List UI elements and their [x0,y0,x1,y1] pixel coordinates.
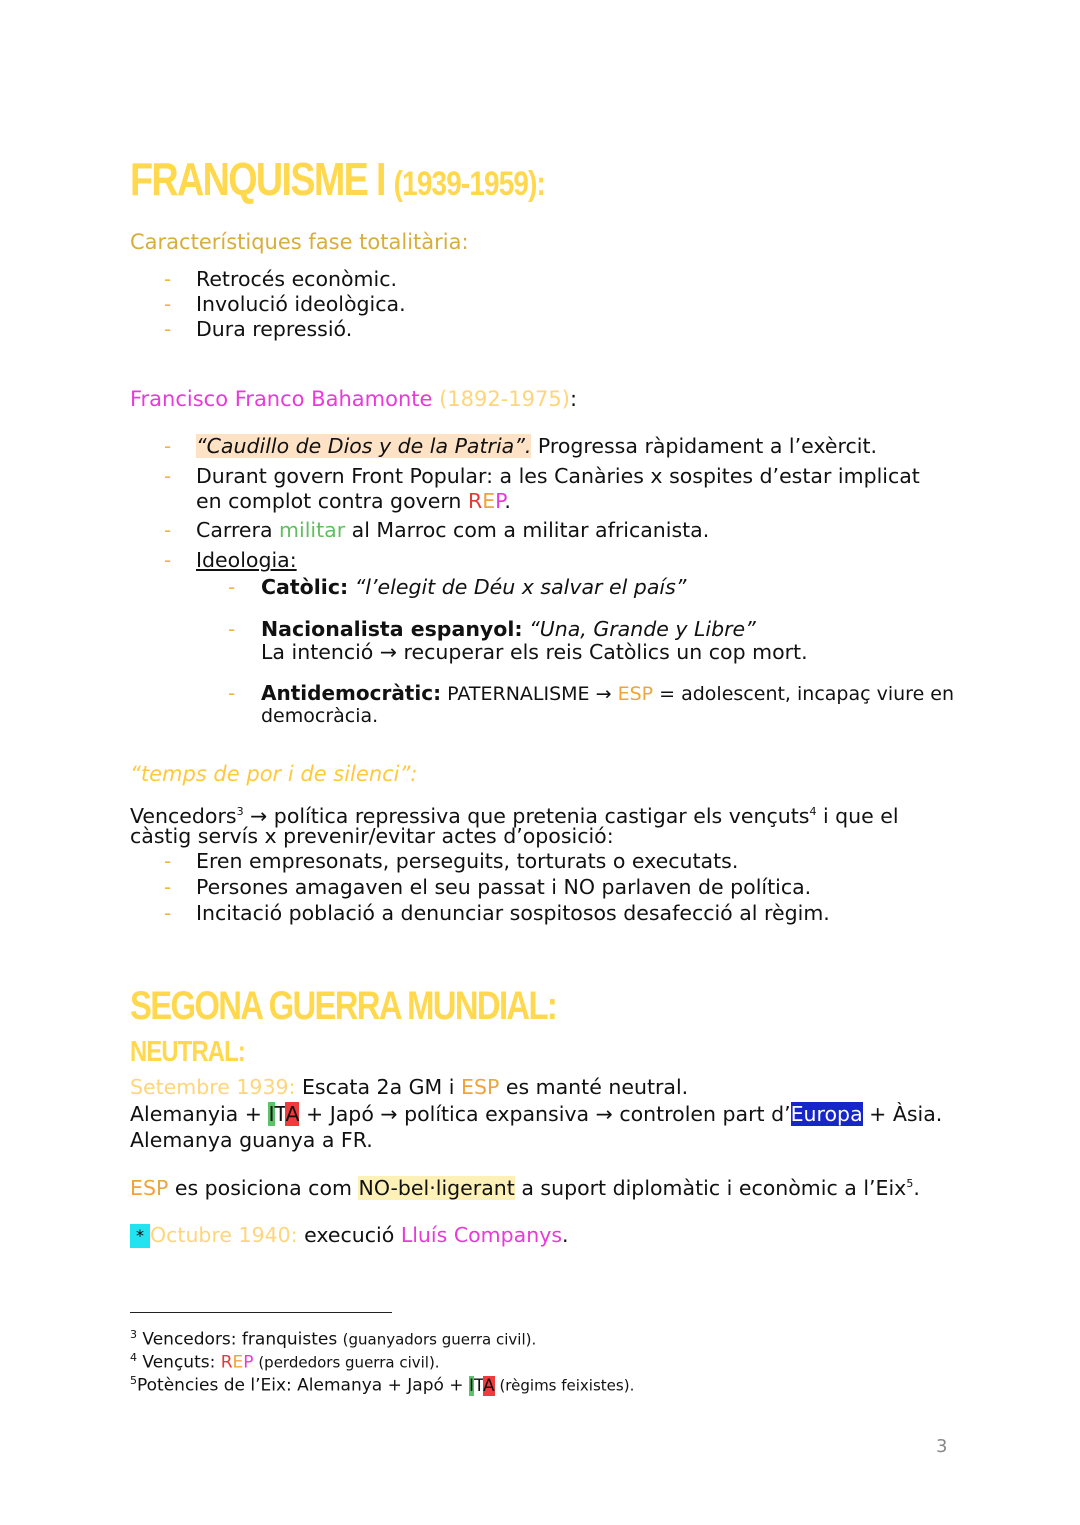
footnote-ref-4: 4 [809,805,817,818]
bullet-dash: - [164,849,172,873]
esp-s: S [142,1175,156,1200]
footnote-4-b: (perdedors guerra civil). [253,1353,440,1372]
sgm-line-3: Alemanya guanya a FR. [130,1128,373,1152]
sgm-l1-a: Escata 2a GM i [295,1075,461,1099]
setembre-date: Setembre 1939: [130,1075,296,1099]
footnote-4-a: Vençuts: [137,1352,221,1373]
footnote-ref-5: 5 [906,1177,914,1190]
franco-b2-post: . [504,489,511,513]
catolic-quote: “l’elegit de Déu x salvar el país” [348,575,687,599]
sgm-l5-a: execució [297,1223,401,1247]
esp-e: E [617,683,630,705]
footnote-ref-3: 3 [236,805,244,818]
footnote-5-b: (règims feixistes). [494,1376,635,1395]
nacionalista-label: Nacionalista espanyol: [261,617,523,641]
franco-bullet-3 [196,518,709,543]
bullet-dash: - [164,292,172,316]
antidemocratic-line [261,681,954,706]
sgm-line-5 [130,1223,569,1248]
bullet-dash: - [228,575,236,599]
footnote-3-a: Vencedors: franquistes [137,1329,343,1350]
footnote-5-a: Potències de l’Eix: Alemanya + Japó + [137,1375,469,1396]
rep-r: R [467,489,483,513]
octubre-date: Octubre 1940: [150,1223,298,1247]
title-main: FRANQUISME I [130,153,385,205]
ita-a: A [483,1375,495,1396]
rep-e: E [232,1352,244,1373]
rep-e: E [482,489,496,513]
title-years: (1939-1959): [393,165,546,203]
antidemocratic-post: = adolescent, incapaç viure en [653,683,955,705]
nacionalista-line2: La intenció → recuperar els reis Catòlics un cop mort. [261,640,808,664]
esp-s: S [473,1075,487,1099]
antidemocratic-line2: democràcia. [261,705,379,727]
franco-years: (1892-1975) [439,387,570,411]
footnote-3-b: (guanyadors guerra civil). [342,1330,537,1349]
esp-p: P [641,683,654,705]
temps-heading: “temps de por i de silenci”: [130,762,418,786]
sgm-l2-a: Alemanyia + [130,1102,269,1126]
page-title [130,152,545,206]
sgm-l4-c: . [913,1175,920,1200]
temps-para-line2: càstig servís x prevenir/evitar actes d’oposició: [130,824,614,848]
bullet-dash: - [164,901,172,925]
nacionalista-line [261,617,756,642]
temps-item-1: Eren empresonats, perseguits, torturats o executats. [196,849,739,873]
ita-i: I [468,1375,474,1396]
antidemocratic-mid: PATERNALISME → [441,683,618,705]
footnote-5 [130,1369,634,1398]
sgm-line-2 [130,1102,942,1127]
temps-item-3: Incitació població a denunciar sospitosos desafecció al règim. [196,901,830,925]
star-marker: * [130,1224,150,1248]
franco-b3-pre: Carrera [196,518,280,542]
fase-item-2: Involució ideològica. [196,292,406,316]
temps-p1-a: Vencedors [130,803,237,828]
sgm-l4-a: es posiciona com [168,1175,359,1200]
sgm-line-4 [130,1171,920,1201]
sgm-l1-b: es manté neutral. [499,1075,689,1099]
fase-item-3: Dura repressió. [196,317,353,341]
franco-colon: : [569,387,578,411]
bullet-dash: - [164,464,172,488]
esp-s: S [629,683,642,705]
ita-i: I [268,1102,275,1126]
ita-t: T [274,1102,286,1126]
ita-t: T [473,1375,484,1396]
sgm-title: SEGONA GUERRA MUNDIAL: [130,984,557,1028]
temps-p1-b: → política repressiva que pretenia castigar els vençuts [243,803,810,828]
franco-heading [130,387,577,411]
footnote-3-num: 3 [130,1328,137,1341]
no-belligerant-highlight: NO-bel·ligerant [358,1175,515,1200]
bullet-dash: - [164,518,172,542]
temps-item-2: Persones amagaven el seu passat i NO parlaven de política. [196,875,812,899]
footnote-5-num: 5 [130,1374,137,1387]
franco-b3-post: al Marroc com a militar africanista. [345,518,710,542]
ita-a: A [285,1102,300,1126]
catolic-label: Catòlic: [261,575,349,599]
bullet-dash: - [164,434,172,458]
rep-r: R [220,1352,233,1373]
antidemocratic-label: Antidemocràtic: [261,681,442,705]
esp-p: P [486,1075,500,1099]
caudillo-quote: “Caudillo de Dios y de la Patria”. [196,434,532,458]
bullet-dash: - [164,267,172,291]
franco-bullet-2b [196,489,511,514]
sgm-line-1 [130,1075,688,1100]
franco-b2-pre: en complot contra govern [196,489,468,513]
bullet-dash: - [164,875,172,899]
franco-b1-rest: Progressa ràpidament a l’exèrcit. [531,434,877,458]
ideologia-label: Ideologia: [196,548,297,572]
fase-item-1: Retrocés econòmic. [196,267,397,291]
militar-word: militar [279,518,346,542]
sgm-l2-c: + Àsia. [862,1102,943,1126]
neutral-subtitle: NEUTRAL: [130,1036,245,1068]
bullet-dash: - [164,317,172,341]
esp-e: E [460,1075,474,1099]
fase-heading: Característiques fase totalitària: [130,230,469,254]
catolic-line [261,575,686,600]
franco-bullet-2a: Durant govern Front Popular: a les Canàries x sospites d’estar implicat [196,464,920,488]
footnote-divider [130,1312,392,1313]
sgm-l5-b: . [562,1223,569,1247]
companys-name: Lluís Companys [400,1223,563,1247]
esp-p: P [155,1175,169,1200]
franco-bullet-1 [196,434,877,459]
rep-p: P [495,489,505,513]
esp-e: E [130,1175,143,1200]
europa-highlight: Europa [790,1102,863,1126]
sgm-l4-b: a suport diplomàtic i econòmic a l’Eix [514,1175,907,1200]
nacionalista-quote: “Una, Grande y Libre” [522,617,756,641]
sgm-l2-b: + Japó → política expansiva → controlen part d’ [299,1102,791,1126]
bullet-dash: - [164,548,172,572]
temps-p1-c: i que el [816,803,899,828]
franco-name: Francisco Franco Bahamonte [130,387,433,411]
page-number: 3 [936,1436,948,1457]
bullet-dash: - [228,617,236,641]
footnote-4-num: 4 [130,1351,137,1364]
rep-p: P [243,1352,254,1373]
bullet-dash: - [228,681,236,705]
